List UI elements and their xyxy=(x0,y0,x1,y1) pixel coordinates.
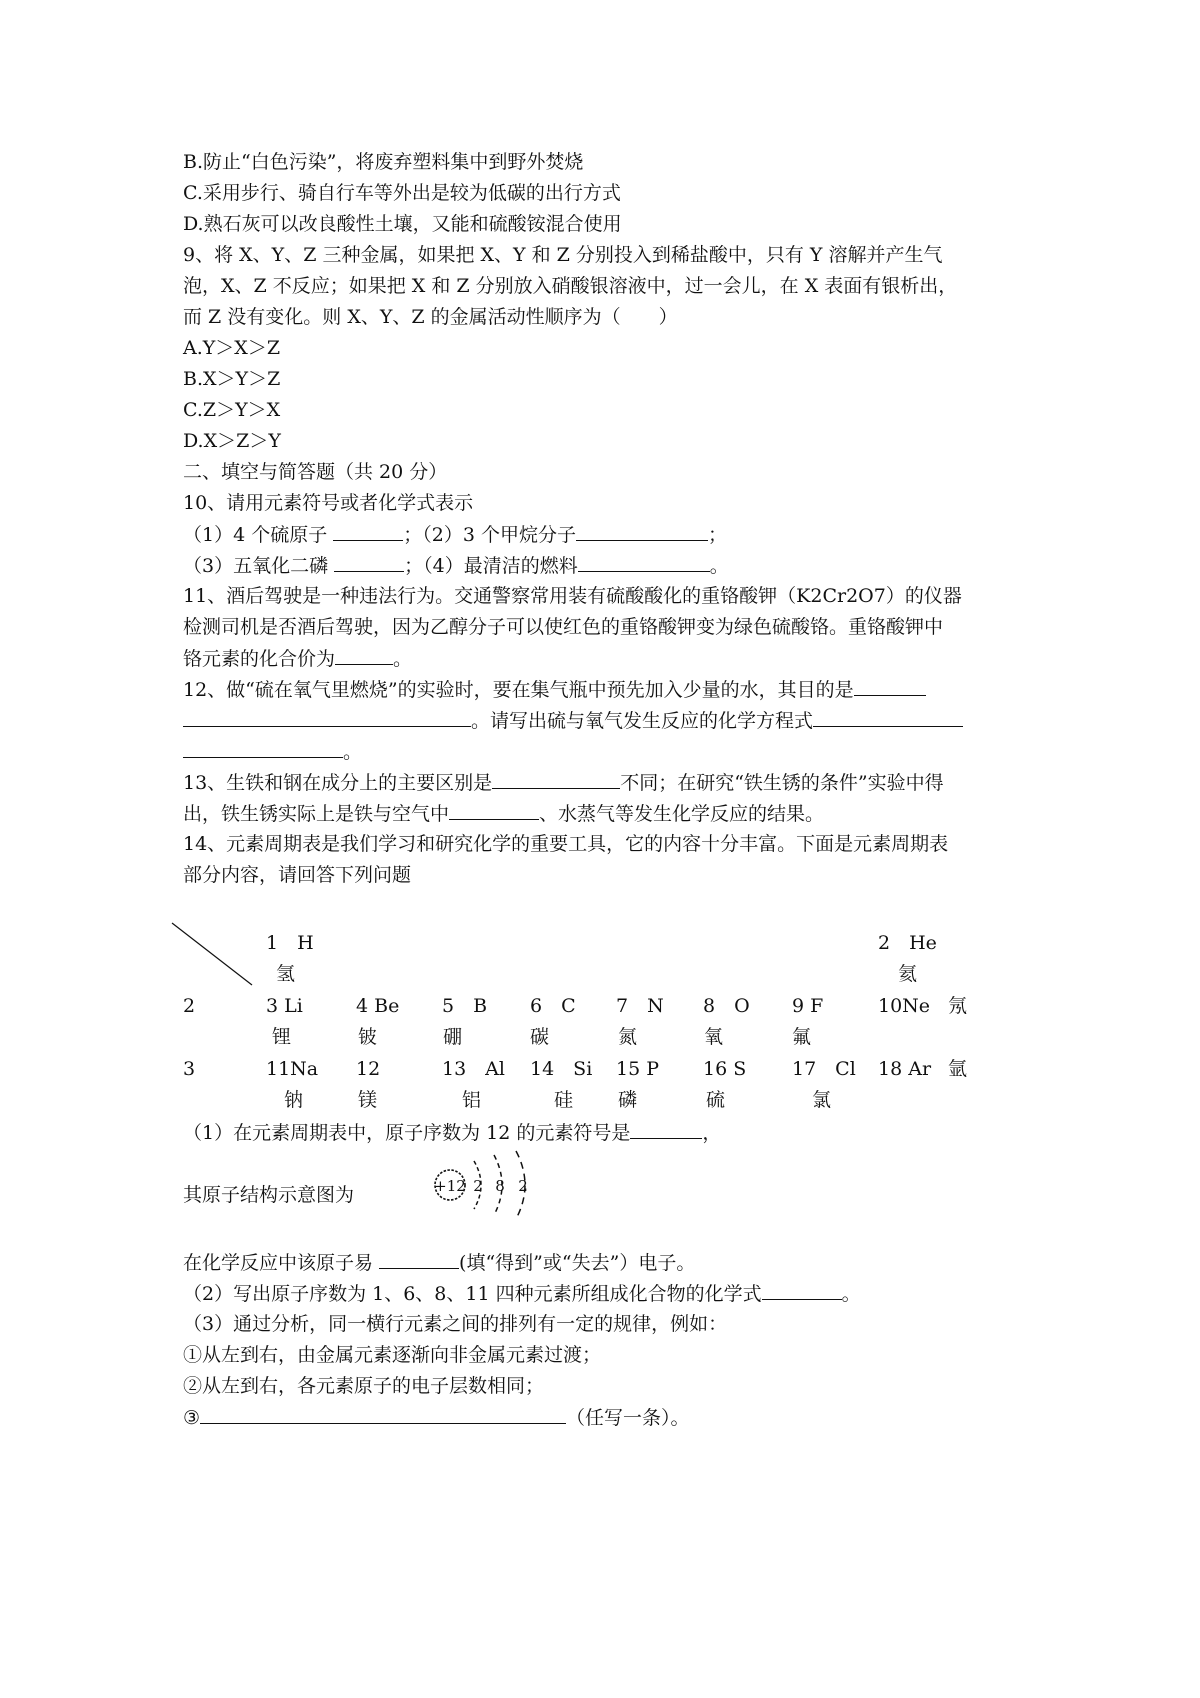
q9-line-3: 而 Z 没有变化。则 X、Y、Z 的金属活动性顺序为（ ） xyxy=(183,306,678,328)
q10-line-2: （3）五氧化二磷 ；（4）最清洁的燃料 。 xyxy=(183,555,729,577)
q9-line-1: 9、将 X、Y、Z 三种金属，如果把 X、Y 和 Z 分别投入到稀盐酸中，只有 Y 溶解并产生气 xyxy=(183,244,943,266)
q14-part-3: （3）通过分析，同一横行元素之间的排列有一定的规律，例如： xyxy=(183,1313,728,1335)
pt-o-name: 氧 xyxy=(704,1026,724,1048)
q10-stem: 10、请用元素符号或者化学式表示 xyxy=(183,492,474,514)
rule-2: ②从左到右，各元素原子的电子层数相同； xyxy=(183,1375,545,1397)
q9-line-2: 泡，X、Z 不反应；如果把 X 和 Z 分别放入硝酸银溶液中，过一会儿，在 X 表面有银析出， xyxy=(183,275,958,297)
q8-option-c: C.采用步行、骑自行车等外出是较为低碳的出行方式 xyxy=(183,182,621,204)
q14-line-2: 部分内容，请回答下列问题 xyxy=(183,864,412,886)
pt-si-name: 硅 xyxy=(554,1089,574,1111)
pt-c-name: 碳 xyxy=(530,1026,550,1048)
q13-line-2: 出，铁生锈实际上是铁与空气中 、水蒸气等发生化学反应的结果。 xyxy=(183,803,825,825)
nucleus-charge: +12 xyxy=(434,1177,466,1195)
pt-s-name: 硫 xyxy=(706,1089,726,1111)
pt-cl-symbol: 17 Cl xyxy=(792,1058,856,1080)
pt-c-symbol: 6 C xyxy=(530,995,576,1017)
rule-3: ③ （任写一条）。 xyxy=(183,1407,690,1429)
pt-n-symbol: 7 N xyxy=(616,995,664,1017)
q14-line-1: 14、元素周期表是我们学习和研究化学的重要工具，它的内容十分丰富。下面是元素周期表 xyxy=(183,833,949,855)
q12-line-3: 。 xyxy=(183,739,1033,764)
pt-o-symbol: 8 O xyxy=(703,995,750,1017)
pt-f-symbol: 9 F xyxy=(792,995,824,1017)
q14-part-1-cont: 在化学反应中该原子易 (填“得到”或“失去”）电子。 xyxy=(183,1252,696,1274)
pt-p-name: 磷 xyxy=(618,1089,638,1111)
pt-al-symbol: 13 Al xyxy=(442,1058,505,1080)
q13-line-1: 13、生铁和钢在成分上的主要区别是 不同；在研究“铁生锈的条件”实验中得 xyxy=(183,772,944,794)
rule-1: ①从左到右，由金属元素逐渐向非金属元素过渡； xyxy=(183,1344,602,1366)
q14-blank-rule[interactable] xyxy=(200,1405,566,1424)
pt-na-name: 钠 xyxy=(284,1089,304,1111)
pt-he-symbol: 2 He xyxy=(878,932,937,954)
pt-p-symbol: 15 P xyxy=(616,1058,660,1080)
pt-al-name: 铝 xyxy=(462,1089,482,1111)
pt-si-symbol: 14 Si xyxy=(530,1058,593,1080)
pt-b-symbol: 5 B xyxy=(442,995,488,1017)
pt-ne-name: 氖 xyxy=(948,995,968,1017)
q14-blank-formula[interactable] xyxy=(762,1281,842,1300)
pt-h-name: 氢 xyxy=(276,963,296,985)
pt-ar-symbol: 18 Ar xyxy=(878,1058,932,1080)
pt-be-name: 铍 xyxy=(358,1026,378,1048)
pt-period-3-label: 3 xyxy=(183,1058,196,1080)
shell-1-electrons: 2 xyxy=(473,1177,483,1195)
pt-b-name: 硼 xyxy=(443,1026,463,1048)
q9-option-a: A.Y＞X＞Z xyxy=(183,337,281,359)
section-heading: 二、填空与简答题（共 20 分） xyxy=(183,461,448,483)
q9-option-d: D.X＞Z＞Y xyxy=(183,430,281,452)
q14-blank-symbol[interactable] xyxy=(630,1120,702,1139)
pt-period-2-label: 2 xyxy=(183,995,196,1017)
pt-ar-name: 氩 xyxy=(948,1058,968,1080)
q12-line-1: 12、做“硫在氧气里燃烧”的实验时，要在集气瓶中预先加入少量的水，其目的是 xyxy=(183,677,1033,702)
q14-blank-gain-lose[interactable] xyxy=(379,1250,459,1269)
pt-na-symbol: 11Na xyxy=(266,1058,319,1080)
shell-3-electrons: 2 xyxy=(518,1177,528,1195)
q11-line-1: 11、酒后驾驶是一种违法行为。交通警察常用装有硫酸酸化的重铬酸钾（K2Cr2O7）的仪器 xyxy=(183,585,962,607)
atom-structure-diagram xyxy=(418,1147,538,1225)
pt-ne-symbol: 10Ne xyxy=(878,995,931,1017)
q14-part-2: （2）写出原子序数为 1、6、8、11 四种元素所组成化合物的化学式 。 xyxy=(183,1283,861,1305)
pt-f-name: 氟 xyxy=(792,1026,812,1048)
q10-line-1: （1）4 个硫原子 ；（2）3 个甲烷分子 ； xyxy=(183,524,727,546)
pt-mg-name: 镁 xyxy=(358,1089,378,1111)
q12-line-2: 。请写出硫与氧气发生反应的化学方程式 xyxy=(183,708,1033,733)
atom-diagram-svg xyxy=(418,1147,538,1225)
q11-line-2: 检测司机是否酒后驾驶，因为乙醇分子可以使红色的重铬酸钾变为绿色硫酸铬。重铬酸钾中 xyxy=(183,616,944,638)
pt-mg-symbol: 12 xyxy=(356,1058,381,1080)
diagram-caption: 其原子结构示意图为 xyxy=(183,1184,355,1206)
q8-option-d: D.熟石灰可以改良酸性土壤，又能和硫酸铵混合使用 xyxy=(183,213,622,235)
pt-he-name: 氦 xyxy=(898,963,918,985)
pt-s-symbol: 16 S xyxy=(703,1058,747,1080)
q14-part-1: （1）在元素周期表中，原子序数为 12 的元素符号是 ， xyxy=(183,1122,722,1144)
q8-option-b: B.防止“白色污染”，将废弃塑料集中到野外焚烧 xyxy=(183,151,584,173)
pt-li-symbol: 3 Li xyxy=(266,995,303,1017)
pt-n-name: 氮 xyxy=(618,1026,638,1048)
pt-h-symbol: 1 H xyxy=(266,932,314,954)
q11-line-3: 铬元素的化合价为 。 xyxy=(183,648,413,670)
pt-cl-name: 氯 xyxy=(812,1089,832,1111)
shell-2-electrons: 8 xyxy=(495,1177,505,1195)
pt-li-name: 锂 xyxy=(272,1026,292,1048)
q9-option-b: B.X＞Y＞Z xyxy=(183,368,281,390)
pt-be-symbol: 4 Be xyxy=(356,995,400,1017)
q9-option-c: C.Z＞Y＞X xyxy=(183,399,281,421)
